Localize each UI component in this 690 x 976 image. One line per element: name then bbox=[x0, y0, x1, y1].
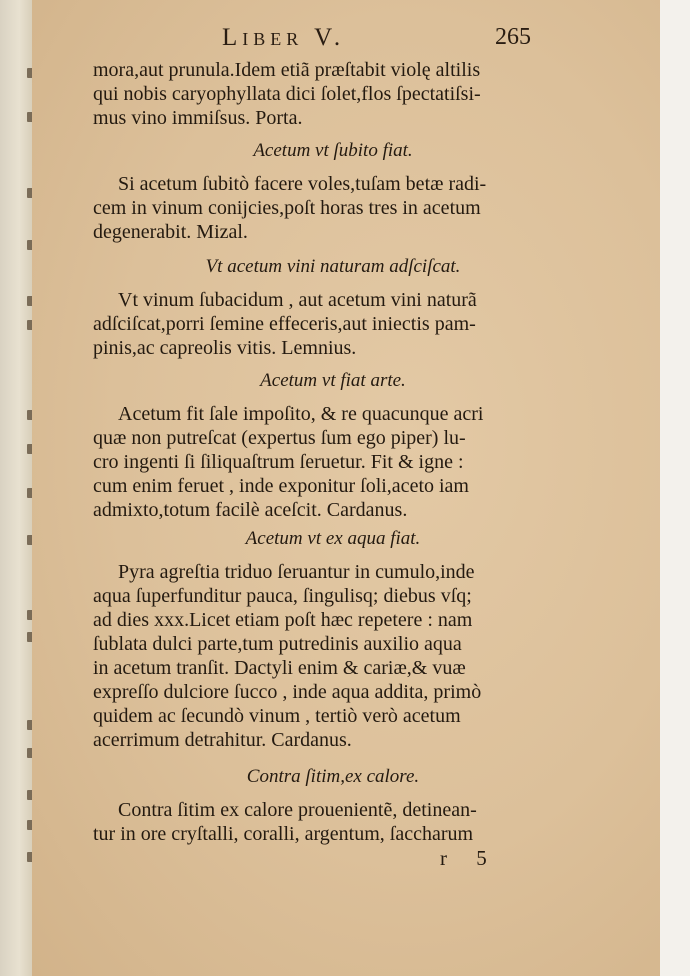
text-line: Vt vinum ſubacidum , aut acetum vini naturã bbox=[118, 289, 477, 311]
paragraph-cont bbox=[93, 196, 573, 244]
text-line: Acetum fit ſale impoſito, & re quacunque acri bbox=[118, 403, 484, 425]
paragraph bbox=[118, 798, 558, 822]
page-header bbox=[200, 22, 620, 58]
paragraph-cont bbox=[93, 822, 573, 846]
page-number: 265 bbox=[495, 24, 531, 50]
section-heading: Vt acetum vini naturam adſciſcat. bbox=[205, 256, 461, 277]
paragraph-continuation bbox=[93, 58, 573, 130]
text-line: degenerabit. Mizal. bbox=[93, 221, 248, 243]
paragraph bbox=[118, 172, 558, 196]
text-line: mus vino immiſsus. Porta. bbox=[93, 107, 303, 129]
text-line: in acetum tranſit. Dactyli enim & cariæ,& vuæ bbox=[93, 657, 466, 679]
text-line: mora,aut prunula.Idem etiã præſtabit violę altilis bbox=[93, 59, 481, 81]
section-heading: Acetum vt fiat arte. bbox=[260, 370, 406, 391]
text-line: pinis,ac capreolis vitis. Lemnius. bbox=[93, 337, 357, 359]
book-binding-edge bbox=[0, 0, 32, 976]
paragraph bbox=[118, 560, 558, 584]
text-line: quæ non putreſcat (expertus ſum ego piper) lu- bbox=[93, 427, 466, 449]
text-line: aqua ſuperfunditur pauca, ſingulisq; diebus vſq; bbox=[93, 585, 472, 607]
paragraph bbox=[118, 288, 558, 312]
text-line: Si acetum ſubitò facere voles,tuſam betæ radi- bbox=[118, 173, 487, 195]
text-line: Pyra agreſtia triduo ſeruantur in cumulo,inde bbox=[118, 561, 475, 583]
text-line: ad dies xxx.Licet etiam poſt hæc repetere : nam bbox=[93, 609, 473, 631]
text-line: tur in ore cryſtalli, coralli, argentum, ſaccharum bbox=[93, 823, 474, 845]
running-head: Liber V. bbox=[222, 24, 346, 51]
text-line: quidem ac ſecundò vinum , tertiò verò acetum bbox=[93, 705, 461, 727]
text-line: admixto,totum facilè aceſcit. Cardanus. bbox=[93, 499, 408, 521]
paragraph-cont bbox=[93, 312, 573, 360]
paragraph bbox=[118, 402, 558, 426]
section-heading: Acetum vt ſubito fiat. bbox=[253, 140, 413, 161]
text-line: expreſſo dulciore ſucco , inde aqua addita, primò bbox=[93, 681, 482, 703]
paragraph-cont bbox=[93, 584, 573, 752]
text-line: cro ingenti ſi ſiliquaſtrum ſeruetur. Fit & igne : bbox=[93, 451, 464, 473]
section-heading: Contra ſitim,ex calore. bbox=[246, 766, 420, 787]
text-line: qui nobis caryophyllata dici ſolet,flos ſpectatiſsi- bbox=[93, 83, 481, 105]
text-line: ſublata dulci parte,tum putredinis auxilio aqua bbox=[93, 633, 462, 655]
text-line: acerrimum detrahitur. Cardanus. bbox=[93, 729, 352, 751]
text-line: cem in vinum conijcies,poſt horas tres in acetum bbox=[93, 197, 481, 219]
right-margin-strip bbox=[660, 0, 690, 976]
text-line: cum enim feruet , inde exponitur ſoli,aceto iam bbox=[93, 475, 469, 497]
signature-mark: r 5 bbox=[440, 846, 499, 870]
paragraph-cont bbox=[93, 426, 573, 522]
text-line: adſciſcat,porri ſemine effeceris,aut iniectis pam- bbox=[93, 313, 476, 335]
section-heading: Acetum vt ex aqua fiat. bbox=[245, 528, 421, 549]
text-line: Contra ſitim ex calore prouenientẽ, detinean- bbox=[118, 799, 477, 821]
